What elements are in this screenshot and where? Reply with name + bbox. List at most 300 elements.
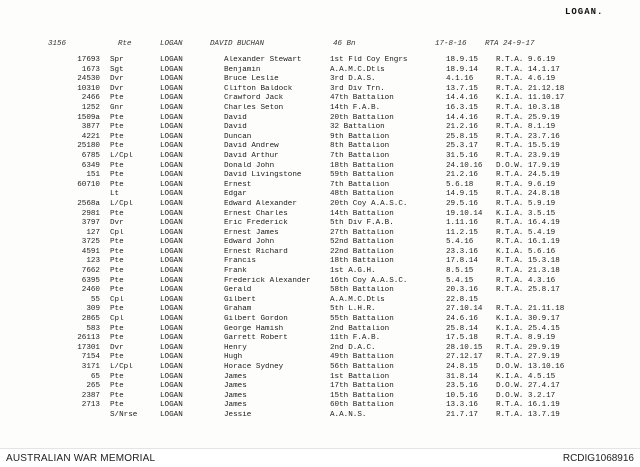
service-number: 123 — [86, 257, 100, 266]
given-names: Edward John — [224, 238, 275, 247]
table-row — [0, 162, 640, 172]
rank: Pte — [110, 94, 124, 103]
fate: R.T.A. 14.1.17 — [496, 65, 560, 74]
rank: Pte — [110, 123, 124, 132]
table-row — [0, 238, 640, 248]
given-names: Gilbert — [224, 295, 256, 304]
table-row — [0, 85, 640, 95]
service-number: 3797 — [81, 219, 100, 228]
unit: 2nd D.A.C. — [330, 343, 376, 352]
rank: Pte — [110, 286, 124, 295]
enlist-date: 14.4.16 — [446, 94, 478, 103]
unit: 49th Battalion — [330, 353, 394, 362]
surname: LOGAN — [160, 75, 183, 84]
service-number: 2981 — [81, 209, 100, 218]
enlist-date: 21.2.16 — [446, 171, 478, 180]
table-row — [0, 382, 640, 392]
surname: LOGAN — [160, 228, 183, 237]
service-number: 4591 — [81, 247, 100, 256]
enlist-date: 23.5.16 — [446, 382, 478, 391]
unit: A.A.N.S. — [330, 410, 367, 419]
unit: 16th Coy A.A.S.C. — [330, 276, 408, 285]
rank: Pte — [110, 324, 124, 333]
rank: Pte — [110, 171, 124, 180]
given-names: James — [224, 382, 247, 391]
rank: Lt — [110, 190, 120, 199]
unit: 8th Battalion — [330, 142, 390, 151]
enlist-date: 25.3.17 — [446, 142, 478, 151]
rank: Sgt — [110, 65, 124, 74]
given-names: Donald John — [224, 161, 275, 170]
unit: A.A.M.C.Dtls — [330, 65, 385, 74]
enlist-date: 29.5.16 — [446, 199, 478, 208]
fate: R.T.A. 24.5.19 — [496, 171, 560, 180]
service-number: 3725 — [81, 238, 100, 247]
surname: LOGAN — [160, 363, 183, 371]
surname: LOGAN — [160, 334, 183, 343]
rank: L/Cpl — [110, 151, 133, 160]
surname: LOGAN — [160, 257, 183, 266]
service-number: 25180 — [77, 142, 100, 151]
service-number: 2568a — [77, 199, 100, 208]
surname: LOGAN — [160, 151, 183, 160]
rank: Dvr — [110, 84, 124, 93]
enlist-date: 13.7.15 — [446, 84, 478, 93]
surname: LOGAN — [160, 391, 183, 400]
unit: 59th Battalion — [330, 171, 394, 180]
given-names: Ernest — [224, 180, 252, 189]
surname-heading: LOGAN. — [565, 7, 604, 17]
rank: Pte — [110, 382, 124, 391]
unit: 32 Battalion — [330, 123, 385, 132]
surname: LOGAN — [160, 324, 183, 333]
given-names: Frederick Alexander — [224, 276, 311, 285]
table-row — [0, 56, 640, 66]
unit: 11th F.A.B. — [330, 334, 381, 343]
rank: Pte — [110, 142, 124, 151]
table-row — [0, 353, 640, 363]
footer-bar — [0, 448, 640, 467]
service-number: 265 — [86, 382, 100, 391]
unit: 56th Battalion — [330, 363, 394, 371]
given-names: Duncan — [224, 132, 252, 141]
service-number: 65 — [90, 372, 100, 381]
table-row — [0, 181, 640, 191]
fate: R.T.A. 10.3.18 — [496, 103, 560, 112]
table-row — [0, 94, 640, 104]
given-names: Graham — [224, 305, 252, 314]
enlist-date: 5.4.16 — [446, 238, 474, 247]
unit: 7th Battalion — [330, 151, 390, 160]
rank: Gnr — [110, 103, 124, 112]
service-number: 309 — [86, 305, 100, 314]
unit: 9th Battalion — [330, 132, 390, 141]
given-names: Edward Alexander — [224, 199, 297, 208]
surname: LOGAN — [160, 353, 183, 362]
rank: Pte — [110, 353, 124, 362]
table-row — [0, 66, 640, 76]
enlist-date: 27.12.17 — [446, 353, 483, 362]
header-fate: RTA 24-9-17 — [485, 40, 535, 48]
given-names: Gilbert Gordon — [224, 315, 288, 324]
surname: LOGAN — [160, 343, 183, 352]
table-row — [0, 200, 640, 210]
enlist-date: 17.8.14 — [446, 257, 478, 266]
enlist-date: 31.5.16 — [446, 151, 478, 160]
nominal-roll-list — [0, 56, 640, 421]
unit: 2nd Battalion — [330, 324, 390, 333]
table-row — [0, 277, 640, 287]
unit: 17th Battalion — [330, 382, 394, 391]
unit: 5th L.H.R. — [330, 305, 376, 314]
rank: Pte — [110, 238, 124, 247]
table-row — [0, 229, 640, 239]
rank: Cpl — [110, 315, 124, 324]
service-number: 1252 — [81, 103, 100, 112]
enlist-date: 27.10.14 — [446, 305, 483, 314]
service-number: 2460 — [81, 286, 100, 295]
service-number: 17301 — [77, 343, 100, 352]
fate: R.T.A. 9.6.19 — [496, 56, 556, 64]
service-number: 1509a — [77, 113, 100, 122]
fate: R.T.A. 23.7.16 — [496, 132, 560, 141]
enlist-date: 21.7.17 — [446, 410, 478, 419]
given-names: Clifton Baldock — [224, 84, 293, 93]
unit: 27th Battalion — [330, 228, 394, 237]
unit: 47th Battalion — [330, 94, 394, 103]
unit: 58th Battalion — [330, 286, 394, 295]
unit: 14th F.A.B. — [330, 103, 381, 112]
enlist-date: 24.10.16 — [446, 161, 483, 170]
enlist-date: 14.4.16 — [446, 113, 478, 122]
table-row — [0, 373, 640, 383]
surname: LOGAN — [160, 286, 183, 295]
unit: A.A.M.C.Dtls — [330, 295, 385, 304]
rank: Dvr — [110, 219, 124, 228]
given-names: Ernest Charles — [224, 209, 288, 218]
fate: R.T.A. 29.9.19 — [496, 343, 560, 352]
rank: Pte — [110, 267, 124, 276]
unit: 1st A.G.H. — [330, 267, 376, 276]
rank: Pte — [110, 276, 124, 285]
fate: R.T.A. 25.8.17 — [496, 286, 560, 295]
service-number: 3171 — [81, 363, 100, 371]
service-number: 4221 — [81, 132, 100, 141]
service-number: 6349 — [81, 161, 100, 170]
table-row — [0, 315, 640, 325]
surname: LOGAN — [160, 65, 183, 74]
fate: K.I.A. 3.5.15 — [496, 209, 556, 218]
rank: Pte — [110, 391, 124, 400]
given-names: Hugh — [224, 353, 243, 362]
fate: K.I.A. 5.6.16 — [496, 247, 556, 256]
given-names: David — [224, 113, 247, 122]
enlist-date: 28.10.15 — [446, 343, 483, 352]
service-number: 1673 — [81, 65, 100, 74]
enlist-date: 23.3.16 — [446, 247, 478, 256]
rank: Pte — [110, 334, 124, 343]
service-number: 6785 — [81, 151, 100, 160]
enlist-date: 24.6.16 — [446, 315, 478, 324]
enlist-date: 10.5.16 — [446, 391, 478, 400]
surname: LOGAN — [160, 238, 183, 247]
surname: LOGAN — [160, 295, 183, 304]
rank: Pte — [110, 372, 124, 381]
fate: R.T.A. 16.1.19 — [496, 401, 560, 410]
table-row — [0, 296, 640, 306]
given-names: James — [224, 372, 247, 381]
fate: K.I.A. 11.10.17 — [496, 94, 565, 103]
enlist-date: 14.9.15 — [446, 190, 478, 199]
fate: D.O.W. 27.4.17 — [496, 382, 560, 391]
surname: LOGAN — [160, 267, 183, 276]
enlist-date: 21.2.16 — [446, 123, 478, 132]
surname: LOGAN — [160, 171, 183, 180]
surname: LOGAN — [160, 410, 183, 419]
unit: 5th Div F.A.B. — [330, 219, 394, 228]
rank: Pte — [110, 401, 124, 410]
service-number: 24530 — [77, 75, 100, 84]
service-number: 7662 — [81, 267, 100, 276]
enlist-date: 22.8.15 — [446, 295, 478, 304]
footer-record-id: RCDIG1068916 — [562, 453, 634, 464]
table-row — [0, 142, 640, 152]
enlist-date: 24.8.15 — [446, 363, 478, 371]
unit: 14th Battalion — [330, 209, 394, 218]
unit: 48th Battalion — [330, 190, 394, 199]
given-names: Ernest James — [224, 228, 279, 237]
table-row — [0, 257, 640, 267]
table-row — [0, 286, 640, 296]
table-row — [0, 334, 640, 344]
table-row — [0, 401, 640, 411]
unit: 22nd Battalion — [330, 247, 394, 256]
unit: 60th Battalion — [330, 401, 394, 410]
header-given: DAVID BUCHAN — [210, 40, 265, 48]
given-names: Alexander Stewart — [224, 56, 302, 64]
fate: R.T.A. 24.8.18 — [496, 190, 560, 199]
given-names: Francis — [224, 257, 256, 266]
unit: 3rd D.A.S. — [330, 75, 376, 84]
rank: Dvr — [110, 343, 124, 352]
unit: 20th Battalion — [330, 113, 394, 122]
given-names: James — [224, 391, 247, 400]
service-number: 2865 — [81, 315, 100, 324]
enlist-date: 8.5.15 — [446, 267, 474, 276]
fate: R.T.A. 4.3.16 — [496, 276, 556, 285]
table-row — [0, 104, 640, 114]
fate: K.I.A. 4.5.15 — [496, 372, 556, 381]
service-number: 3877 — [81, 123, 100, 132]
table-row — [0, 411, 640, 421]
rank: Pte — [110, 132, 124, 141]
fate: R.T.A. 15.5.19 — [496, 142, 560, 151]
table-row — [0, 123, 640, 133]
unit: 20th Coy A.A.S.C. — [330, 199, 408, 208]
service-number: 55 — [90, 295, 100, 304]
surname: LOGAN — [160, 315, 183, 324]
unit: 18th Battalion — [330, 161, 394, 170]
fate: R.T.A. 25.9.19 — [496, 113, 560, 122]
given-names: Edgar — [224, 190, 247, 199]
fate: R.T.A. 23.9.19 — [496, 151, 560, 160]
rank: L/Cpl — [110, 199, 133, 208]
service-number: 17693 — [77, 56, 100, 64]
surname: LOGAN — [160, 276, 183, 285]
enlist-date: 31.8.14 — [446, 372, 478, 381]
given-names: Bruce Leslie — [224, 75, 279, 84]
surname: LOGAN — [160, 209, 183, 218]
service-number: 2713 — [81, 401, 100, 410]
table-row — [0, 133, 640, 143]
given-names: David Livingstone — [224, 171, 302, 180]
enlist-date: 5.6.18 — [446, 180, 474, 189]
given-names: David Andrew — [224, 142, 279, 151]
fate: R.T.A. 13.7.19 — [496, 410, 560, 419]
fate: R.T.A. 15.3.18 — [496, 257, 560, 266]
given-names: David — [224, 123, 247, 132]
enlist-date: 13.3.16 — [446, 401, 478, 410]
given-names: Charles Seton — [224, 103, 284, 112]
header-unit: 46 Bn — [333, 40, 356, 48]
fate: R.T.A. 16.4.19 — [496, 219, 560, 228]
given-names: Gerald — [224, 286, 252, 295]
given-names: George Hamish — [224, 324, 284, 333]
surname: LOGAN — [160, 161, 183, 170]
surname: LOGAN — [160, 103, 183, 112]
fate: R.T.A. 8.9.19 — [496, 334, 556, 343]
header-surname: LOGAN — [160, 40, 183, 48]
given-names: James — [224, 401, 247, 410]
service-number: 7154 — [81, 353, 100, 362]
enlist-date: 11.2.15 — [446, 228, 478, 237]
rank: S/Nrse — [110, 410, 138, 419]
enlist-date: 17.5.18 — [446, 334, 478, 343]
fate: D.O.W. 3.2.17 — [496, 391, 556, 400]
table-row — [0, 75, 640, 85]
surname: LOGAN — [160, 190, 183, 199]
fate: R.T.A. 21.3.18 — [496, 267, 560, 276]
table-row — [0, 363, 640, 373]
unit: 55th Battalion — [330, 315, 394, 324]
rank: Pte — [110, 305, 124, 314]
fate: K.I.A. 30.9.17 — [496, 315, 560, 324]
unit: 52nd Battalion — [330, 238, 394, 247]
surname: LOGAN — [160, 84, 183, 93]
surname: LOGAN — [160, 382, 183, 391]
table-row — [0, 325, 640, 335]
unit: 7th Battalion — [330, 180, 390, 189]
surname: LOGAN — [160, 219, 183, 228]
header-number: 3156 — [48, 40, 67, 48]
fate: K.I.A. 25.4.15 — [496, 324, 560, 333]
service-number: 10310 — [77, 84, 100, 93]
service-number: 26113 — [77, 334, 100, 343]
service-number: 2466 — [81, 94, 100, 103]
table-row — [0, 152, 640, 162]
table-row — [0, 171, 640, 181]
given-names: Garrett Robert — [224, 334, 288, 343]
rank: Pte — [110, 161, 124, 170]
rank: Pte — [110, 247, 124, 256]
enlist-date: 18.9.15 — [446, 56, 478, 64]
enlist-date: 5.4.15 — [446, 276, 474, 285]
header-date: 17-8-16 — [435, 40, 467, 48]
unit: 1st Battalion — [330, 372, 390, 381]
fate: R.T.A. 16.1.19 — [496, 238, 560, 247]
surname: LOGAN — [160, 180, 183, 189]
rank: Cpl — [110, 295, 124, 304]
rank: Cpl — [110, 228, 124, 237]
rank: Pte — [110, 180, 124, 189]
service-number: 6395 — [81, 276, 100, 285]
header-rank: Rte — [118, 40, 132, 48]
table-row — [0, 344, 640, 354]
table-row — [0, 210, 640, 220]
enlist-date: 20.3.16 — [446, 286, 478, 295]
rank: Pte — [110, 257, 124, 266]
surname: LOGAN — [160, 113, 183, 122]
table-row — [0, 190, 640, 200]
surname: LOGAN — [160, 305, 183, 314]
table-row — [0, 267, 640, 277]
enlist-date: 19.10.14 — [446, 209, 483, 218]
given-names: Eric Frederick — [224, 219, 288, 228]
footer-source: AUSTRALIAN WAR MEMORIAL — [6, 453, 156, 464]
fate: R.T.A. 5.4.19 — [496, 228, 556, 237]
surname: LOGAN — [160, 123, 183, 132]
enlist-date: 16.3.15 — [446, 103, 478, 112]
service-number: 2387 — [81, 391, 100, 400]
given-names: Benjamin — [224, 65, 261, 74]
unit: 15th Battalion — [330, 391, 394, 400]
enlist-date: 4.1.16 — [446, 75, 474, 84]
service-number: 60710 — [77, 180, 100, 189]
surname: LOGAN — [160, 199, 183, 208]
unit: 3rd Div Trn. — [330, 84, 385, 93]
table-row — [0, 392, 640, 402]
table-row — [0, 305, 640, 315]
unit: 18th Battalion — [330, 257, 394, 266]
surname: LOGAN — [160, 56, 183, 64]
surname: LOGAN — [160, 401, 183, 410]
fate: R.T.A. 21.12.18 — [496, 84, 565, 93]
rank: Pte — [110, 209, 124, 218]
given-names: Jessie — [224, 410, 252, 419]
service-number: 151 — [86, 171, 100, 180]
unit: 1st Fld Coy Engrs — [330, 56, 408, 64]
enlist-date: 18.9.14 — [446, 65, 478, 74]
fate: R.T.A. 9.6.19 — [496, 180, 556, 189]
rank: Dvr — [110, 75, 124, 84]
given-names: Crawford Jack — [224, 94, 284, 103]
given-names: Ernest Richard — [224, 247, 288, 256]
given-names: Frank — [224, 267, 247, 276]
enlist-date: 1.11.16 — [446, 219, 478, 228]
enlist-date: 25.8.14 — [446, 324, 478, 333]
fate: R.T.A. 5.9.19 — [496, 199, 556, 208]
surname: LOGAN — [160, 94, 183, 103]
rank: Spr — [110, 56, 124, 64]
given-names: David Arthur — [224, 151, 279, 160]
fate: R.T.A. 21.11.18 — [496, 305, 565, 314]
table-row — [0, 219, 640, 229]
fate: R.T.A. 27.9.19 — [496, 353, 560, 362]
rank: Pte — [110, 113, 124, 122]
surname: LOGAN — [160, 132, 183, 141]
fate: R.T.A. 4.6.19 — [496, 75, 556, 84]
table-row — [0, 248, 640, 258]
